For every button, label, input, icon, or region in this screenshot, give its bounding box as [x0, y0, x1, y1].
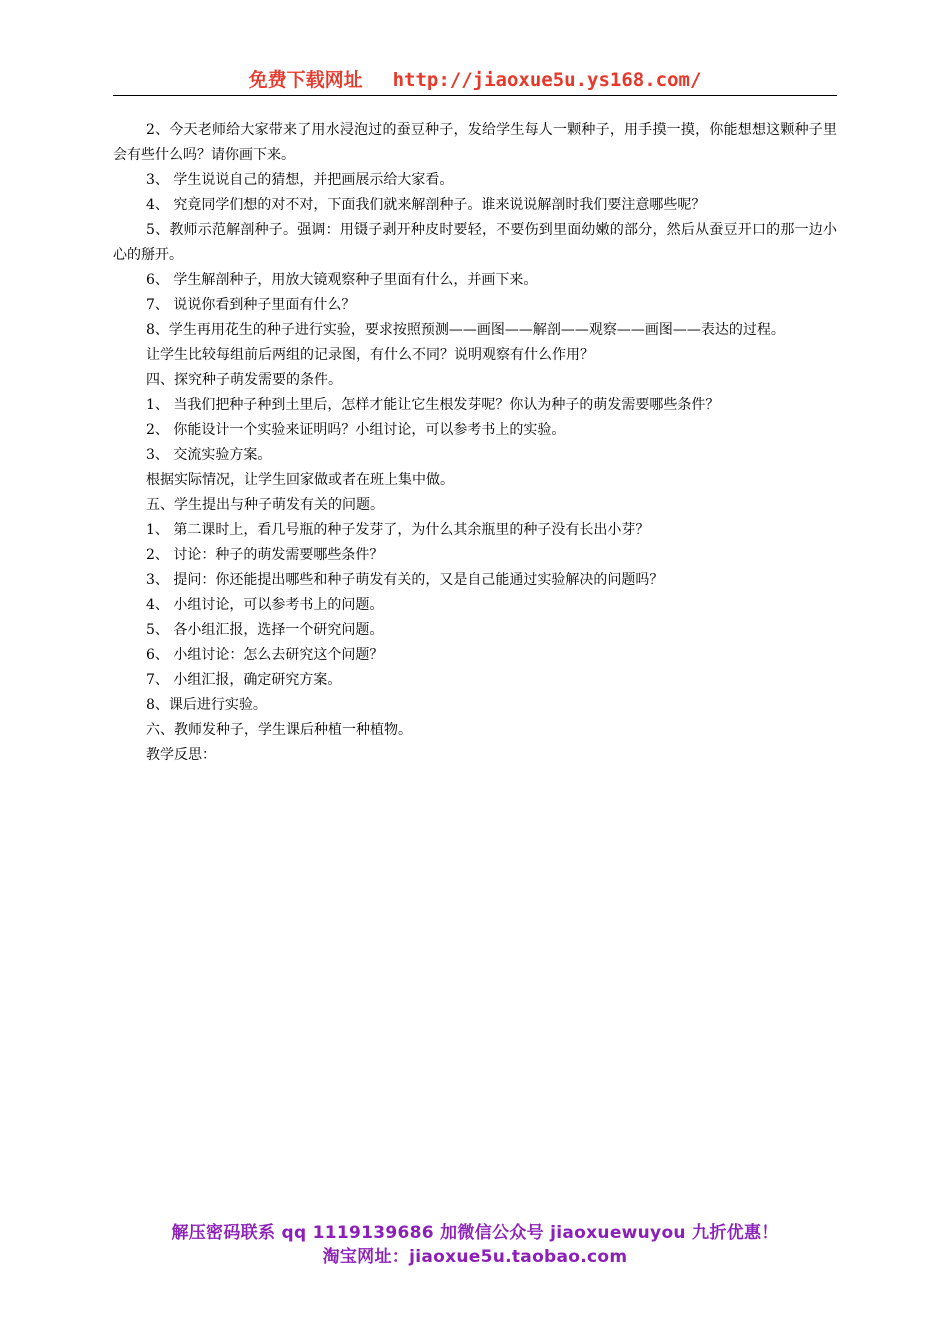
paragraph: 8、学生再用花生的种子进行实验，要求按照预测——画图——解剖——观察——画图——表达的过程。	[146, 322, 785, 338]
paragraph: 3、 提问：你还能提出哪些和种子萌发有关的，又是自己能通过实验解决的问题吗？	[146, 572, 664, 588]
document-body	[113, 118, 837, 768]
paragraph: 8、课后进行实验。	[146, 697, 267, 713]
header-site-url[interactable]: http://jiaoxue5u.ys168.com/	[392, 69, 702, 91]
paragraph: 2、 你能设计一个实验来证明吗？小组讨论，可以参考书上的实验。	[146, 422, 566, 438]
paragraph: 让学生比较每组前后两组的记录图，有什么不同？说明观察有什么作用？	[146, 347, 594, 363]
footer-contact-line: 解压密码联系 qq 1119139686 加微信公众号 jiaoxuewuyou 九折优惠！	[171, 1223, 779, 1243]
page-header	[113, 66, 837, 96]
paragraph: 6、 小组讨论：怎么去研究这个问题？	[146, 647, 384, 663]
paragraph: 3、 学生说说自己的猜想，并把画展示给大家看。	[146, 172, 454, 188]
paragraph: 4、 小组讨论，可以参考书上的问题。	[146, 597, 384, 613]
paragraph: 7、 小组汇报，确定研究方案。	[146, 672, 342, 688]
header-divider	[113, 95, 837, 96]
paragraph: 5、教师示范解剖种子。强调：用镊子剥开种皮时要轻，不要伤到里面幼嫩的部分，然后从蚕豆开口的那一边小心的掰开。	[113, 222, 837, 263]
paragraph: 4、 究竟同学们想的对不对，下面我们就来解剖种子。谁来说说解剖时我们要注意哪些呢？	[146, 197, 706, 213]
paragraph: 6、 学生解剖种子，用放大镜观察种子里面有什么，并画下来。	[146, 272, 538, 288]
paragraph: 7、 说说你看到种子里面有什么？	[146, 297, 356, 313]
paragraph: 2、 讨论：种子的萌发需要哪些条件？	[146, 547, 384, 563]
paragraph: 5、 各小组汇报，选择一个研究问题。	[146, 622, 384, 638]
header-site-label: 免费下载网址	[248, 69, 363, 91]
paragraph: 2、今天老师给大家带来了用水浸泡过的蚕豆种子，发给学生每人一颗种子，用手摸一摸，你能想想这颗种子里会有些什么吗？请你画下来。	[113, 122, 837, 163]
paragraph: 3、 交流实验方案。	[146, 447, 272, 463]
section-heading: 四、探究种子萌发需要的条件。	[146, 372, 342, 388]
paragraph: 根据实际情况，让学生回家做或者在班上集中做。	[146, 472, 454, 488]
section-heading: 六、教师发种子，学生课后种植一种植物。	[146, 722, 412, 738]
paragraph: 教学反思：	[146, 747, 216, 763]
paragraph: 1、 当我们把种子种到土里后，怎样才能让它生根发芽呢？你认为种子的萌发需要哪些条件？	[146, 397, 720, 413]
section-heading: 五、学生提出与种子萌发有关的问题。	[146, 497, 384, 513]
paragraph: 1、 第二课时上，看几号瓶的种子发芽了，为什么其余瓶里的种子没有长出小芽？	[146, 522, 650, 538]
footer-taobao-line[interactable]: 淘宝网址：jiaoxue5u.taobao.com	[322, 1247, 628, 1267]
